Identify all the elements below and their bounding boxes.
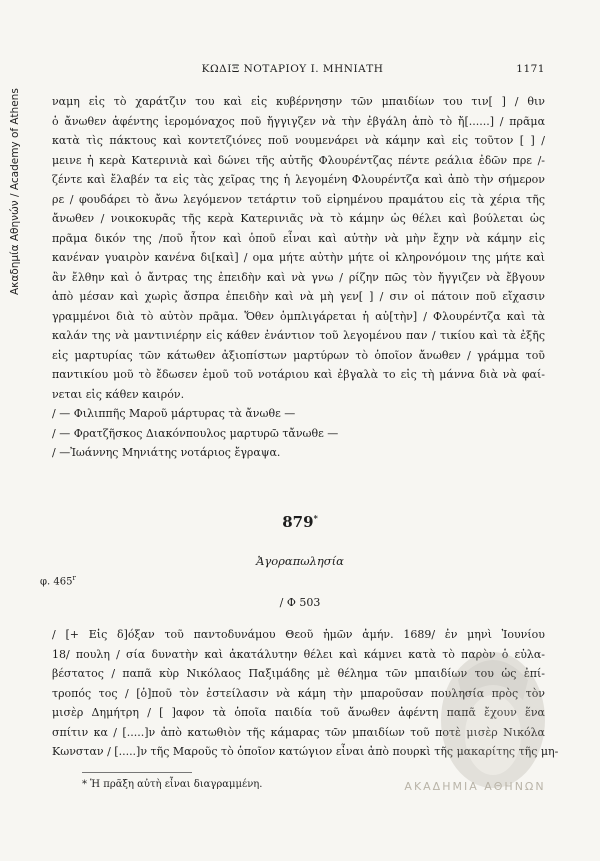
document-body-878 bbox=[52, 92, 545, 463]
academy-watermark bbox=[6, 40, 22, 300]
page-number: 1171 bbox=[516, 63, 545, 75]
witness-signatures bbox=[52, 404, 545, 463]
text-line: Κωνσταν / [.....]ν τῆς Μαροῦς τὸ ὁποῖον κατώγιον εἶναι ἀπὸ πουρκὶ τῆς μακαρίτης τῆς μη- bbox=[52, 745, 559, 758]
document-title: Ἀγοραπωλησία bbox=[256, 554, 344, 568]
running-header bbox=[40, 63, 545, 79]
phi-reference: / Φ 503 bbox=[279, 596, 321, 609]
witness-line: / —Ἰωάννης Μηνιάτης νοτάριος ἔγραψα. bbox=[52, 446, 281, 459]
folio-value: φ. 465 bbox=[40, 576, 73, 588]
footnote-rule bbox=[82, 772, 192, 773]
academy-emblem-text: ΑΚΑΔΗΜΙΑ ΑΘΗΝΩΝ bbox=[404, 780, 546, 793]
text-line: εἰς μαρτυρίας τῶν κάτωθεν ἀξιοπίστων μαρτύρων τὸ ὁποῖον ἄνωθεν / γράμμα τοῦ bbox=[52, 348, 545, 362]
text-line: μισὲρ Δημήτρη / [ ]αφον τὰ ὁποῖα παιδία τοῦ ἄνωθεν ἀφέντη παπᾶ ἔχουν ἕνα bbox=[52, 706, 545, 719]
text-line: μεινε ἡ κερὰ Κατερινιὰ καὶ δώνει τῆς αὐτῆς Φλουρέντζας πέντε ρεάλια ἐδῶν πρε /- bbox=[52, 153, 545, 167]
academy-watermark-text: Ακαδημία Αθηνών / Academy of Athens bbox=[9, 88, 21, 295]
text-line: ναμη εἰς τὸ χαράτζιν του καὶ εἰς κυβέρνησην τῶν μπαιδίων του τιν[ ] / θιν bbox=[52, 95, 545, 108]
text-line: σπίτιν κα / [.....]ν ἀπὸ κατωθιὸν τῆς κάμαρας τῶν μπαιδίων τοῦ ποτὲ μισὲρ Νικόλα bbox=[52, 725, 545, 739]
witness-line: / — Φιλιππῆς Μαροῦ μάρτυρας τὰ ἄνωθε — bbox=[52, 407, 296, 420]
witness-line: / — Φρατζῆσκος Διακόνπουλος μαρτυρῶ τἄνωθε — bbox=[52, 426, 339, 440]
text-line: κατὰ τὶς πάκτους καὶ κοντετζιόνες ποῦ νουμενάρει νὰ κάμην καὶ εἰς τοῦτον [ ] / bbox=[52, 134, 545, 147]
text-line: νεται εἰς κάθεν καιρόν. bbox=[52, 387, 185, 401]
text-line: 18/ πουλη / σία δυνατὴν καὶ ἀκατάλυτην θέλει καὶ κάμνει κατὰ τὸ παρὸν ὁ εὐλα- bbox=[52, 647, 545, 661]
text-line: ὁ ἄνωθεν ἀφέντης ἱερομόναχος ποῦ ἤγγιγζεν νὰ τὴν ἐβγάλη ἀπὸ τὸ ἤ[......] / πρᾶμα bbox=[52, 114, 545, 128]
document-number-mark: * bbox=[313, 513, 318, 523]
folio-sup: r bbox=[72, 574, 76, 582]
document-number-value: 879 bbox=[282, 513, 314, 531]
text-line: / [+ Εἰς δ]όξαν τοῦ παντοδυνάμου Θεοῦ ἡμῶν ἀμήν. 1689/ ἐν μηνὶ Ἰουνίου bbox=[52, 628, 545, 641]
folio-reference bbox=[40, 574, 76, 587]
text-line: κανέναν γυαιρὸν κανένα δι[καὶ] / ομα μήτε αὐτὴν μήτε οἱ κληρονόμοιν της μήτε καὶ bbox=[52, 251, 545, 264]
text-line: τροπός τος / [ὁ]ποῦ τὸν ἐστείλασιν νὰ κάμη τὴν μπαροῦσαν πουλησία πρὸς τὸν bbox=[52, 686, 545, 700]
athena-emblem-watermark bbox=[418, 640, 568, 820]
document-number bbox=[0, 513, 600, 531]
header-title: ΚΩΔΙΞ ΝΟΤΑΡΙΟΥ Ι. ΜΗΝΙΑΤΗ bbox=[201, 63, 384, 75]
footnote: * Ἡ πρᾶξη αὐτὴ εἶναι διαγραμμένη. bbox=[82, 779, 263, 790]
text-line: ἄνωθεν / νοικοκυρᾶς τῆς κερὰ Κατερινιᾶς νὰ τὸ κάμην ὡς θέλει καὶ βούλεται ὡς bbox=[52, 212, 545, 225]
text-line: πρᾶμα δικόν της /ποῦ ἦτον καὶ ὁποῦ εἶναι καὶ αὐτὴν νὰ μὴν ἔχην νὰ κάμην εἰς bbox=[52, 231, 545, 245]
text-line: καλάν της νὰ μαντινιέρην εἰς κάθεν ἐνάντιον τοῦ λεγομένου παν / τικίου καὶ τὰ ἐξῆς bbox=[52, 329, 545, 342]
text-line: γραμμένοι διὰ τὸ αὐτὸν πρᾶμα. Ὅθεν ὁμπλιγάρεται ἡ αὐ[τὴν] / Φλουρέντζα καὶ τὰ bbox=[52, 309, 545, 323]
text-line: ἂν ἔλθην καὶ ὁ ἄντρας της ἐπειδὴν καὶ νὰ γνω / ρίζην πῶς τὸν ἤγγιζεν νὰ ἔβγουν bbox=[52, 270, 545, 284]
text-line: ρε / φουδάρει τὸ ἄνω λεγόμενον τετάρτιν τοῦ εἰρημένου πραμάτου εἰς τὰ χέρια τῆς bbox=[52, 192, 545, 206]
text-line: βέστατος / παπᾶ κὺρ Νικόλαος Παξιμάδης μὲ θέλημα τῶν μπαιδίων του ὡς ἐπί- bbox=[52, 667, 545, 680]
text-line: ζέντε καὶ ἔλαβέν τα εἰς τὰς χεῖρας της ἡ λεγομένη Φλουρέντζα καὶ ἀπὸ τὴν σήμερον bbox=[52, 173, 545, 186]
text-line: παντικίου μοῦ τὸ ἔδωσεν ἐμοῦ τοῦ νοτάριου καὶ ἐβγαλὰ το εἰς τὴ μάννα διὰ νὰ φαί- bbox=[52, 368, 545, 381]
text-line: ἀπὸ μέσαν καὶ χωρὶς ἄσπρα ἐπειδὴν καὶ νὰ μὴ γεν[ ] / σιν οἱ πάτοιν ποῦ εἴχασιν bbox=[52, 290, 545, 303]
